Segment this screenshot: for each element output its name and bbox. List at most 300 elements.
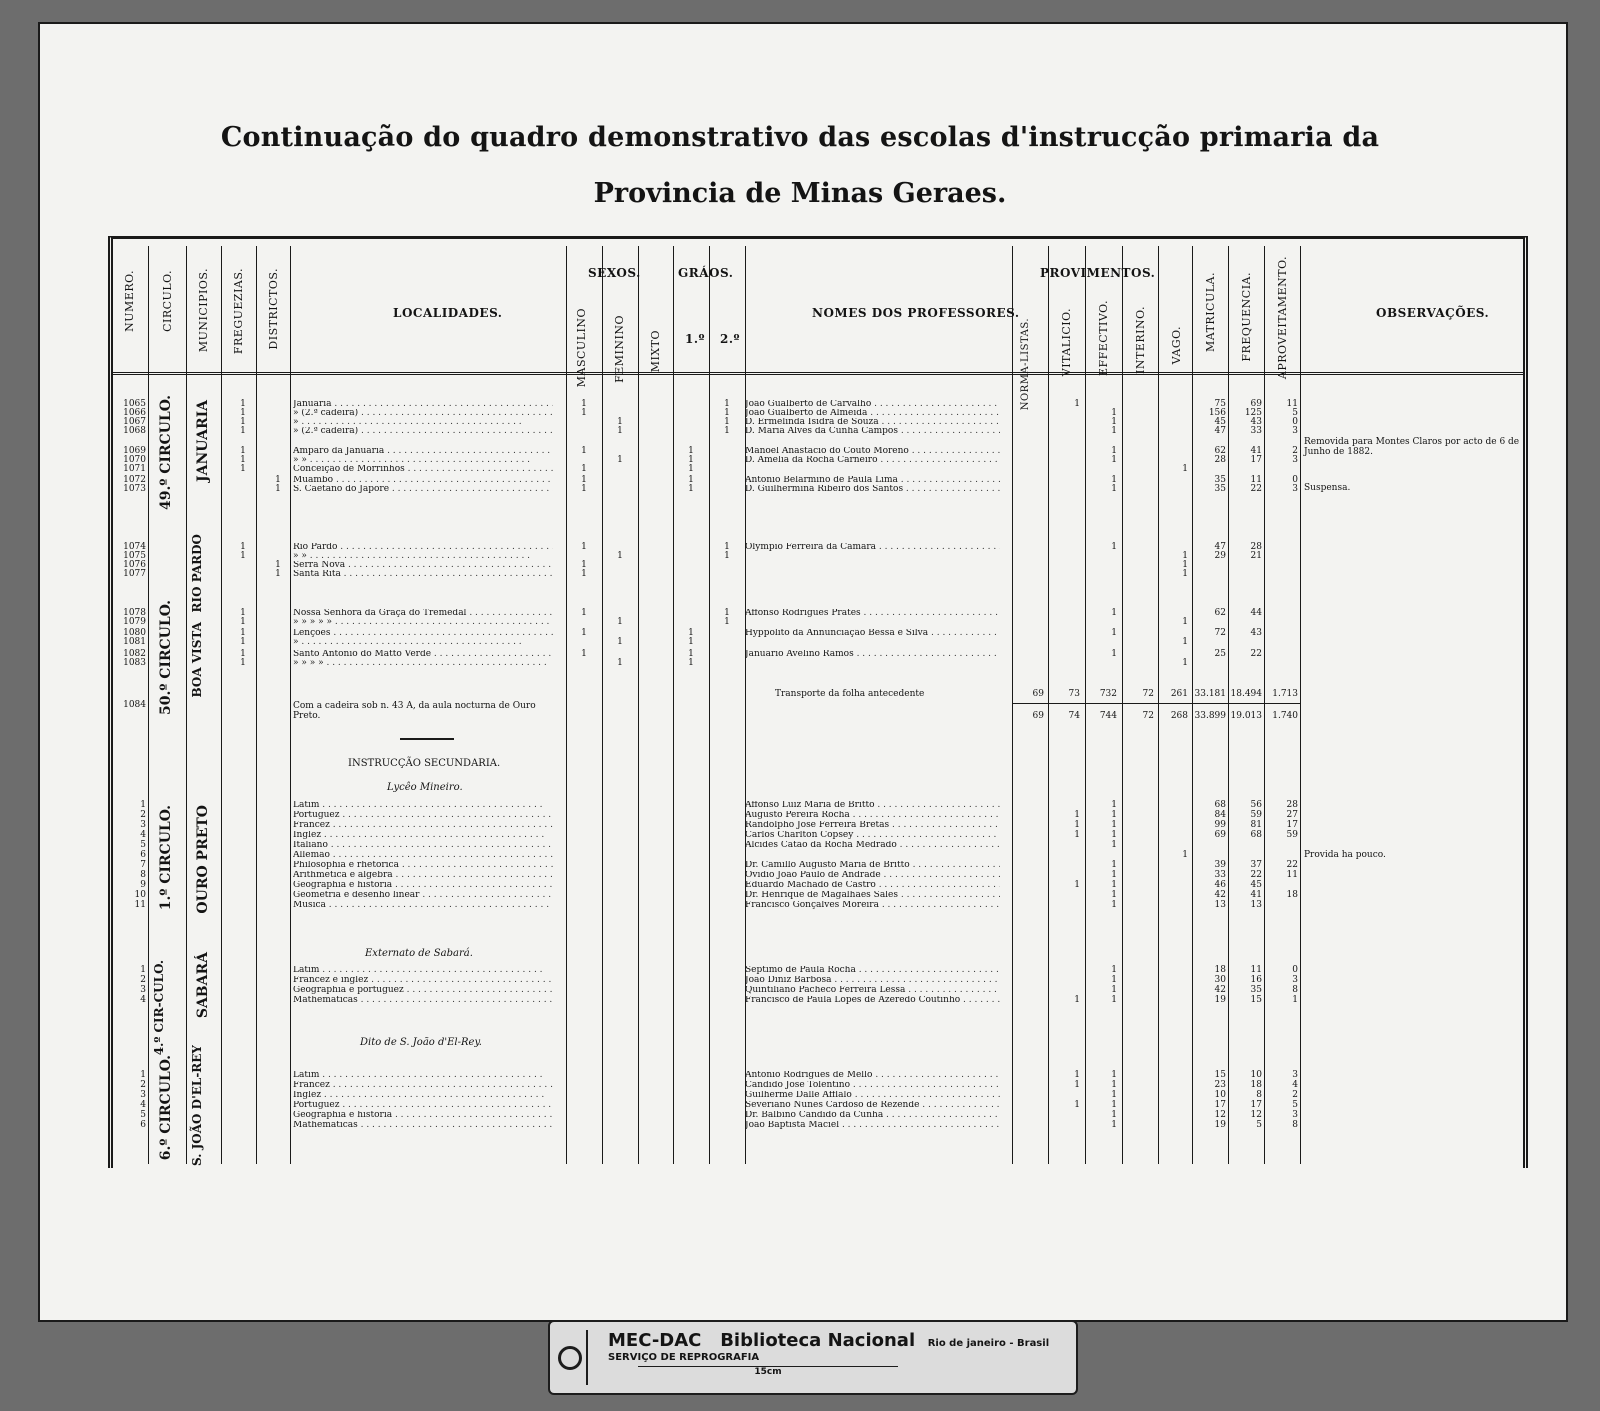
table-row: [0, 811, 1600, 820]
locality-cell: » » » » » . . .: [293, 618, 553, 627]
effectivo-cell: 1: [1111, 408, 1117, 418]
vago-cell: 1: [1182, 560, 1188, 570]
table-row: [0, 1111, 1600, 1120]
vago-cell: 1: [1182, 617, 1188, 627]
frequencia-cell: 125: [1244, 408, 1262, 418]
grao-1-cell: 1: [688, 446, 694, 456]
freguezia-cell: 1: [240, 417, 246, 427]
professor-cell: Francisco de Paula Lopes de Azeredo Coutinho . . .: [745, 996, 1000, 1005]
effectivo-cell: 1: [1111, 830, 1117, 840]
aproveitamento-cell: 8: [1292, 1120, 1298, 1130]
number-cell: 1069: [123, 446, 146, 456]
number-cell: 3: [140, 820, 146, 830]
lyceu-heading: Lycêo Mineiro.: [387, 782, 463, 793]
locality-cell: Portuguez . . .: [293, 811, 553, 820]
professor-cell: D. Amelia da Rocha Carneiro . . .: [745, 456, 1000, 465]
matricula-cell: 62: [1214, 608, 1226, 618]
frequencia-cell: 10: [1250, 1070, 1262, 1080]
number-cell: 5: [140, 1110, 146, 1120]
locality-cell: Mathematicas . . .: [293, 1121, 553, 1130]
effectivo-cell: 1: [1111, 455, 1117, 465]
matricula-cell: 156: [1208, 408, 1226, 418]
matricula-cell: 19: [1214, 995, 1226, 1005]
freguezia-cell: 1: [240, 426, 246, 436]
header-localidades: LOCALIDADES.: [393, 306, 503, 320]
group-municipio-sabara: SABARÁ: [195, 952, 211, 1019]
masculino-cell: 1: [581, 608, 587, 618]
professor-cell: Francisco Gonçalves Moreira . . .: [745, 901, 1000, 910]
aproveitamento-cell: 3: [1292, 975, 1298, 985]
row-1084-vitalicio: 74: [1068, 711, 1080, 721]
frequencia-cell: 41: [1250, 890, 1262, 900]
vago-cell: 1: [1182, 551, 1188, 561]
table-row: [0, 1121, 1600, 1130]
feminino-cell: 1: [617, 417, 623, 427]
matricula-cell: 47: [1214, 426, 1226, 436]
locality-cell: Latim . . .: [293, 966, 553, 975]
effectivo-cell: 1: [1111, 1080, 1117, 1090]
number-cell: 1074: [123, 542, 146, 552]
effectivo-cell: 1: [1111, 820, 1117, 830]
locality-cell: Januaria . . .: [293, 400, 553, 409]
locality-cell: Inglez . . .: [293, 831, 553, 840]
aproveitamento-cell: 0: [1292, 965, 1298, 975]
districto-cell: 1: [275, 484, 281, 494]
aproveitamento-cell: 2: [1292, 1090, 1298, 1100]
locality-cell: Serra Nova . . .: [293, 561, 553, 570]
number-cell: 1: [140, 800, 146, 810]
matricula-cell: 25: [1214, 649, 1226, 659]
matricula-cell: 72: [1214, 628, 1226, 638]
header-grao-2: 2.º: [720, 332, 741, 346]
table-row: [0, 841, 1600, 850]
vago-cell: 1: [1182, 658, 1188, 668]
matricula-cell: 35: [1214, 484, 1226, 494]
locality-cell: Geographia e historia . . .: [293, 1111, 553, 1120]
group-circulo-6: 6.º CIRCULO.: [158, 1055, 174, 1161]
matricula-cell: 28: [1214, 455, 1226, 465]
locality-cell: Rio Pardo . . .: [293, 543, 553, 552]
locality-cell: Allemão . . .: [293, 851, 553, 860]
aproveitamento-cell: 3: [1292, 1070, 1298, 1080]
header-circulo: CIRCULO.: [161, 270, 174, 332]
matricula-cell: 84: [1214, 810, 1226, 820]
matricula-cell: 23: [1214, 1080, 1226, 1090]
number-cell: 10: [134, 890, 146, 900]
table-row: [0, 996, 1600, 1005]
aproveitamento-cell: 0: [1292, 475, 1298, 485]
effectivo-cell: 1: [1111, 985, 1117, 995]
transport-normalistas: 69: [1032, 689, 1044, 699]
professor-cell: Guilherme Dalle Afflalo . . .: [745, 1091, 1000, 1100]
matricula-cell: 46: [1214, 880, 1226, 890]
effectivo-cell: 1: [1111, 1090, 1117, 1100]
districto-cell: 1: [275, 569, 281, 579]
freguezia-cell: 1: [240, 628, 246, 638]
number-cell: 4: [140, 830, 146, 840]
frequencia-cell: 35: [1250, 985, 1262, 995]
number-cell: 1072: [123, 475, 146, 485]
table-row: [0, 901, 1600, 910]
transport-effectivo: 732: [1099, 689, 1117, 699]
professor-cell: João Diniz Barbosa . . .: [745, 976, 1000, 985]
number-cell: 9: [140, 880, 146, 890]
observation-allemao: Provida ha pouco.: [1304, 850, 1386, 860]
grao-1-cell: 1: [688, 637, 694, 647]
grao-2-cell: 1: [724, 542, 730, 552]
locality-cell: Nossa Senhora da Graça do Tremedal . . .: [293, 609, 553, 618]
group-municipio-sao-joao: S. JOÃO D'EL-REY: [190, 1045, 204, 1166]
feminino-cell: 1: [617, 426, 623, 436]
header-separator: [113, 372, 1523, 375]
number-cell: 2: [140, 975, 146, 985]
masculino-cell: 1: [581, 446, 587, 456]
table-row: [0, 1091, 1600, 1100]
stamp-city: Rio de janeiro - Brasil: [927, 1338, 1050, 1349]
header-interino: INTERINO.: [1134, 306, 1147, 374]
table-row: [0, 638, 1600, 647]
feminino-cell: 1: [617, 637, 623, 647]
stamp-library: Biblioteca Nacional: [720, 1330, 916, 1351]
table-row: [0, 561, 1600, 570]
grao-1-cell: 1: [688, 464, 694, 474]
matricula-cell: 18: [1214, 965, 1226, 975]
vago-cell: 1: [1182, 569, 1188, 579]
frequencia-cell: 37: [1250, 860, 1262, 870]
table-row: [0, 552, 1600, 561]
vitalicio-cell: 1: [1074, 1080, 1080, 1090]
matricula-cell: 45: [1214, 417, 1226, 427]
professor-cell: Randolpho José Ferreira Bretas . . .: [745, 821, 1000, 830]
masculino-cell: 1: [581, 399, 587, 409]
locality-cell: Geographia e portuguez . . .: [293, 986, 553, 995]
effectivo-cell: 1: [1111, 628, 1117, 638]
number-cell: 1076: [123, 560, 146, 570]
table-row: [0, 801, 1600, 810]
masculino-cell: 1: [581, 569, 587, 579]
aproveitamento-cell: 22: [1286, 860, 1298, 870]
freguezia-cell: 1: [240, 542, 246, 552]
frequencia-cell: 44: [1250, 608, 1262, 618]
professor-cell: Affonso Luiz Maria de Britto . . .: [745, 801, 1000, 810]
group-circulo-49: 49.º CIRCULO.: [158, 395, 174, 511]
number-cell: 7: [140, 860, 146, 870]
frequencia-cell: 8: [1256, 1090, 1262, 1100]
frequencia-cell: 69: [1250, 399, 1262, 409]
matricula-cell: 75: [1214, 399, 1226, 409]
locality-cell: Santa Rita . . .: [293, 570, 553, 579]
professor-cell: Affonso Rodrigues Prates . . .: [745, 609, 1000, 618]
professor-cell: D. Maria Alves da Cunha Campos . . .: [745, 427, 1000, 436]
masculino-cell: 1: [581, 649, 587, 659]
frequencia-cell: 41: [1250, 446, 1262, 456]
effectivo-cell: 1: [1111, 475, 1117, 485]
vitalicio-cell: 1: [1074, 399, 1080, 409]
row-1084-vago: 268: [1170, 711, 1188, 721]
number-cell: 1073: [123, 484, 146, 494]
number-cell: 3: [140, 1090, 146, 1100]
locality-cell: Latim . . .: [293, 801, 553, 810]
number-cell: 6: [140, 1120, 146, 1130]
aproveitamento-cell: 18: [1286, 890, 1298, 900]
number-cell: 1070: [123, 455, 146, 465]
table-row: [0, 976, 1600, 985]
vitalicio-cell: 1: [1074, 995, 1080, 1005]
freguezia-cell: 1: [240, 399, 246, 409]
matricula-cell: 39: [1214, 860, 1226, 870]
aproveitamento-cell: 27: [1286, 810, 1298, 820]
header-mixto: MIXTO: [649, 330, 662, 373]
group-municipio-boa-vista: BOA VISTA: [190, 622, 204, 698]
grao-1-cell: 1: [688, 628, 694, 638]
locality-cell: » . . .: [293, 418, 553, 427]
number-cell: 8: [140, 870, 146, 880]
grao-2-cell: 1: [724, 617, 730, 627]
masculino-cell: 1: [581, 628, 587, 638]
effectivo-cell: 1: [1111, 417, 1117, 427]
header-effectivo: EFFECTIVO.: [1097, 300, 1110, 377]
frequencia-cell: 21: [1250, 551, 1262, 561]
locality-cell: Francez e inglez . . .: [293, 976, 553, 985]
masculino-cell: 1: [581, 484, 587, 494]
effectivo-cell: 1: [1111, 1100, 1117, 1110]
frequencia-cell: 56: [1250, 800, 1262, 810]
effectivo-cell: 1: [1111, 965, 1117, 975]
locality-cell: Amparo da Januaria . . .: [293, 447, 553, 456]
title-line-1: Continuação do quadro demonstrativo das escolas d'instrucção primaria da: [220, 122, 1380, 153]
header-aproveitamento: APROVEITAMENTO.: [1276, 256, 1289, 380]
table-row: [0, 851, 1600, 860]
transport-frequencia: 18.494: [1230, 689, 1262, 699]
row-1084-frequencia: 19.013: [1230, 711, 1262, 721]
header-masculino: MASCULINO: [575, 308, 588, 388]
table-row: [0, 871, 1600, 880]
matricula-cell: 17: [1214, 1100, 1226, 1110]
effectivo-cell: 1: [1111, 649, 1117, 659]
transport-vago: 261: [1170, 689, 1188, 699]
locality-cell: Muambo . . .: [293, 476, 553, 485]
library-stamp: [548, 1320, 1078, 1395]
header-frequencia: FREQUENCIA.: [1240, 272, 1253, 362]
row-1084-matricula: 33.899: [1194, 711, 1226, 721]
group-municipio-januaria: JANUARIA: [195, 400, 211, 482]
effectivo-cell: 1: [1111, 800, 1117, 810]
matricula-cell: 99: [1214, 820, 1226, 830]
matricula-cell: 19: [1214, 1120, 1226, 1130]
frequencia-cell: 59: [1250, 810, 1262, 820]
number-cell: 1068: [123, 426, 146, 436]
aproveitamento-cell: 28: [1286, 800, 1298, 810]
table-row: [0, 465, 1600, 474]
matricula-cell: 35: [1214, 475, 1226, 485]
table-row: [0, 881, 1600, 890]
frequencia-cell: 17: [1250, 1100, 1262, 1110]
frequencia-cell: 13: [1250, 900, 1262, 910]
professor-cell: Septimo de Paula Rocha . . .: [745, 966, 1000, 975]
frequencia-cell: 15: [1250, 995, 1262, 1005]
aproveitamento-cell: 17: [1286, 820, 1298, 830]
row-1084-locality: Com a cadeira sob n. 43 A, da aula nocturna de Ouro Preto.: [293, 701, 536, 721]
transport-vitalicio: 73: [1068, 689, 1080, 699]
locality-cell: » » » » . . .: [293, 659, 553, 668]
number-cell: 1: [140, 965, 146, 975]
aproveitamento-cell: 3: [1292, 484, 1298, 494]
frequencia-cell: 22: [1250, 649, 1262, 659]
grao-1-cell: 1: [688, 484, 694, 494]
vitalicio-cell: 1: [1074, 1070, 1080, 1080]
number-cell: 1081: [123, 637, 146, 647]
number-cell: 4: [140, 1100, 146, 1110]
masculino-cell: 1: [581, 475, 587, 485]
freguezia-cell: 1: [240, 658, 246, 668]
effectivo-cell: 1: [1111, 446, 1117, 456]
grao-1-cell: 1: [688, 475, 694, 485]
professor-cell: Augusto Pereira Rocha . . .: [745, 811, 1000, 820]
number-cell: 2: [140, 1080, 146, 1090]
freguezia-cell: 1: [240, 637, 246, 647]
effectivo-cell: 1: [1111, 426, 1117, 436]
aproveitamento-cell: 2: [1292, 446, 1298, 456]
freguezia-cell: 1: [240, 408, 246, 418]
feminino-cell: 1: [617, 455, 623, 465]
professor-cell: Dr. Balbino Candido da Cunha . . .: [745, 1111, 1000, 1120]
group-circulo-50: 50.º CIRCULO.: [158, 600, 174, 716]
professor-cell: Dr. Camillo Augusto Maria de Britto . . .: [745, 861, 1000, 870]
masculino-cell: 1: [581, 464, 587, 474]
matricula-cell: 42: [1214, 890, 1226, 900]
matricula-cell: 33: [1214, 870, 1226, 880]
number-cell: 6: [140, 850, 146, 860]
title-line-2: Provincia de Minas Geraes.: [593, 178, 1007, 209]
frequencia-cell: 68: [1250, 830, 1262, 840]
aproveitamento-cell: 8: [1292, 985, 1298, 995]
row-1084-interino: 72: [1142, 711, 1154, 721]
effectivo-cell: 1: [1111, 484, 1117, 494]
effectivo-cell: 1: [1111, 870, 1117, 880]
transport-label: Transporte da folha antecedente: [775, 689, 925, 699]
grao-2-cell: 1: [724, 408, 730, 418]
number-cell: 11: [134, 900, 146, 910]
effectivo-cell: 1: [1111, 1110, 1117, 1120]
vago-cell: 1: [1182, 850, 1188, 860]
frequencia-cell: 43: [1250, 628, 1262, 638]
row-1084: [0, 700, 1600, 721]
table-row: [0, 861, 1600, 870]
freguezia-cell: 1: [240, 446, 246, 456]
frequencia-cell: 45: [1250, 880, 1262, 890]
aproveitamento-cell: 5: [1292, 1100, 1298, 1110]
aproveitamento-cell: 4: [1292, 1080, 1298, 1090]
number-cell: 1077: [123, 569, 146, 579]
locality-cell: Portuguez . . .: [293, 1101, 553, 1110]
professor-cell: Carlos Charlton Copsey . . .: [745, 831, 1000, 840]
effectivo-cell: 1: [1111, 1120, 1117, 1130]
aproveitamento-cell: 1: [1292, 995, 1298, 1005]
locality-cell: » » . . .: [293, 552, 553, 561]
frequencia-cell: 22: [1250, 870, 1262, 880]
header-graos: GRÁOS.: [678, 266, 734, 280]
number-cell: 1066: [123, 408, 146, 418]
aproveitamento-cell: 59: [1286, 830, 1298, 840]
locality-cell: Francez . . .: [293, 1081, 553, 1090]
table-row: [0, 659, 1600, 668]
header-observacoes: OBSERVAÇÕES.: [1376, 306, 1490, 320]
header-districtos: DISTRICTOS.: [267, 268, 280, 350]
table-row: [0, 1071, 1600, 1080]
group-circulo-1: 1.º CIRCULO.: [158, 805, 174, 911]
effectivo-cell: 1: [1111, 542, 1117, 552]
externato-heading: Externato de Sabará.: [365, 948, 473, 959]
effectivo-cell: 1: [1111, 975, 1117, 985]
districto-cell: 1: [275, 475, 281, 485]
matricula-cell: 30: [1214, 975, 1226, 985]
transport-aproveitamento: 1.713: [1272, 689, 1298, 699]
grao-2-cell: 1: [724, 426, 730, 436]
professor-cell: Eduardo Machado de Castro . . .: [745, 881, 1000, 890]
masculino-cell: 1: [581, 560, 587, 570]
matricula-cell: 12: [1214, 1110, 1226, 1120]
number-cell: 1078: [123, 608, 146, 618]
freguezia-cell: 1: [240, 551, 246, 561]
locality-cell: Inglez . . .: [293, 1091, 553, 1100]
number-cell: 1083: [123, 658, 146, 668]
header-matricula: MATRICULA.: [1204, 272, 1217, 353]
stamp-hole-icon: [558, 1346, 582, 1370]
frequencia-cell: 17: [1250, 455, 1262, 465]
effectivo-cell: 1: [1111, 1070, 1117, 1080]
grao-2-cell: 1: [724, 608, 730, 618]
vitalicio-cell: 1: [1074, 830, 1080, 840]
locality-cell: » . . .: [293, 638, 553, 647]
table-row: [0, 891, 1600, 900]
number-cell: 1079: [123, 617, 146, 627]
districto-cell: 1: [275, 560, 281, 570]
professor-cell: Candido José Tolentino . . .: [745, 1081, 1000, 1090]
locality-cell: » » . . .: [293, 456, 553, 465]
matricula-cell: 10: [1214, 1090, 1226, 1100]
number-cell: 1: [140, 1070, 146, 1080]
vitalicio-cell: 1: [1074, 820, 1080, 830]
aproveitamento-cell: 11: [1286, 870, 1298, 880]
vitalicio-cell: 1: [1074, 810, 1080, 820]
matricula-cell: 62: [1214, 446, 1226, 456]
number-cell: 1071: [123, 464, 146, 474]
effectivo-cell: 1: [1111, 995, 1117, 1005]
matricula-cell: 69: [1214, 830, 1226, 840]
professor-cell: Hyppolito da Annunciação Bessa e Silva . . .: [745, 629, 1000, 638]
row-1084-number: 1084: [123, 700, 146, 710]
stamp-scale: 15cm: [638, 1366, 898, 1377]
header-vitalicio: VITALICIO.: [1060, 308, 1073, 377]
table-row: [0, 427, 1600, 436]
professor-cell: Quintiliano Pacheco Ferreira Lessa . . .: [745, 986, 1000, 995]
transport-interino: 72: [1142, 689, 1154, 699]
locality-cell: Philosophia e rhetorica . . .: [293, 861, 553, 870]
transport-row: [0, 690, 1600, 699]
header-normalistas: NORMA-LISTAS.: [1020, 318, 1031, 411]
locality-cell: S. Caetano do Japoré . . .: [293, 485, 553, 494]
frequencia-cell: 16: [1250, 975, 1262, 985]
aproveitamento-cell: 5: [1292, 408, 1298, 418]
locality-cell: Conceição de Morrinhos . . .: [293, 465, 553, 474]
locality-cell: Lençoes . . .: [293, 629, 553, 638]
table-row: [0, 570, 1600, 579]
professor-cell: João Gualberto de Almeida . . .: [745, 409, 1000, 418]
feminino-cell: 1: [617, 551, 623, 561]
professor-cell: Alcides Catão da Rocha Medrado . . .: [745, 841, 1000, 850]
freguezia-cell: 1: [240, 455, 246, 465]
header-sexos: SEXOS.: [588, 266, 641, 280]
